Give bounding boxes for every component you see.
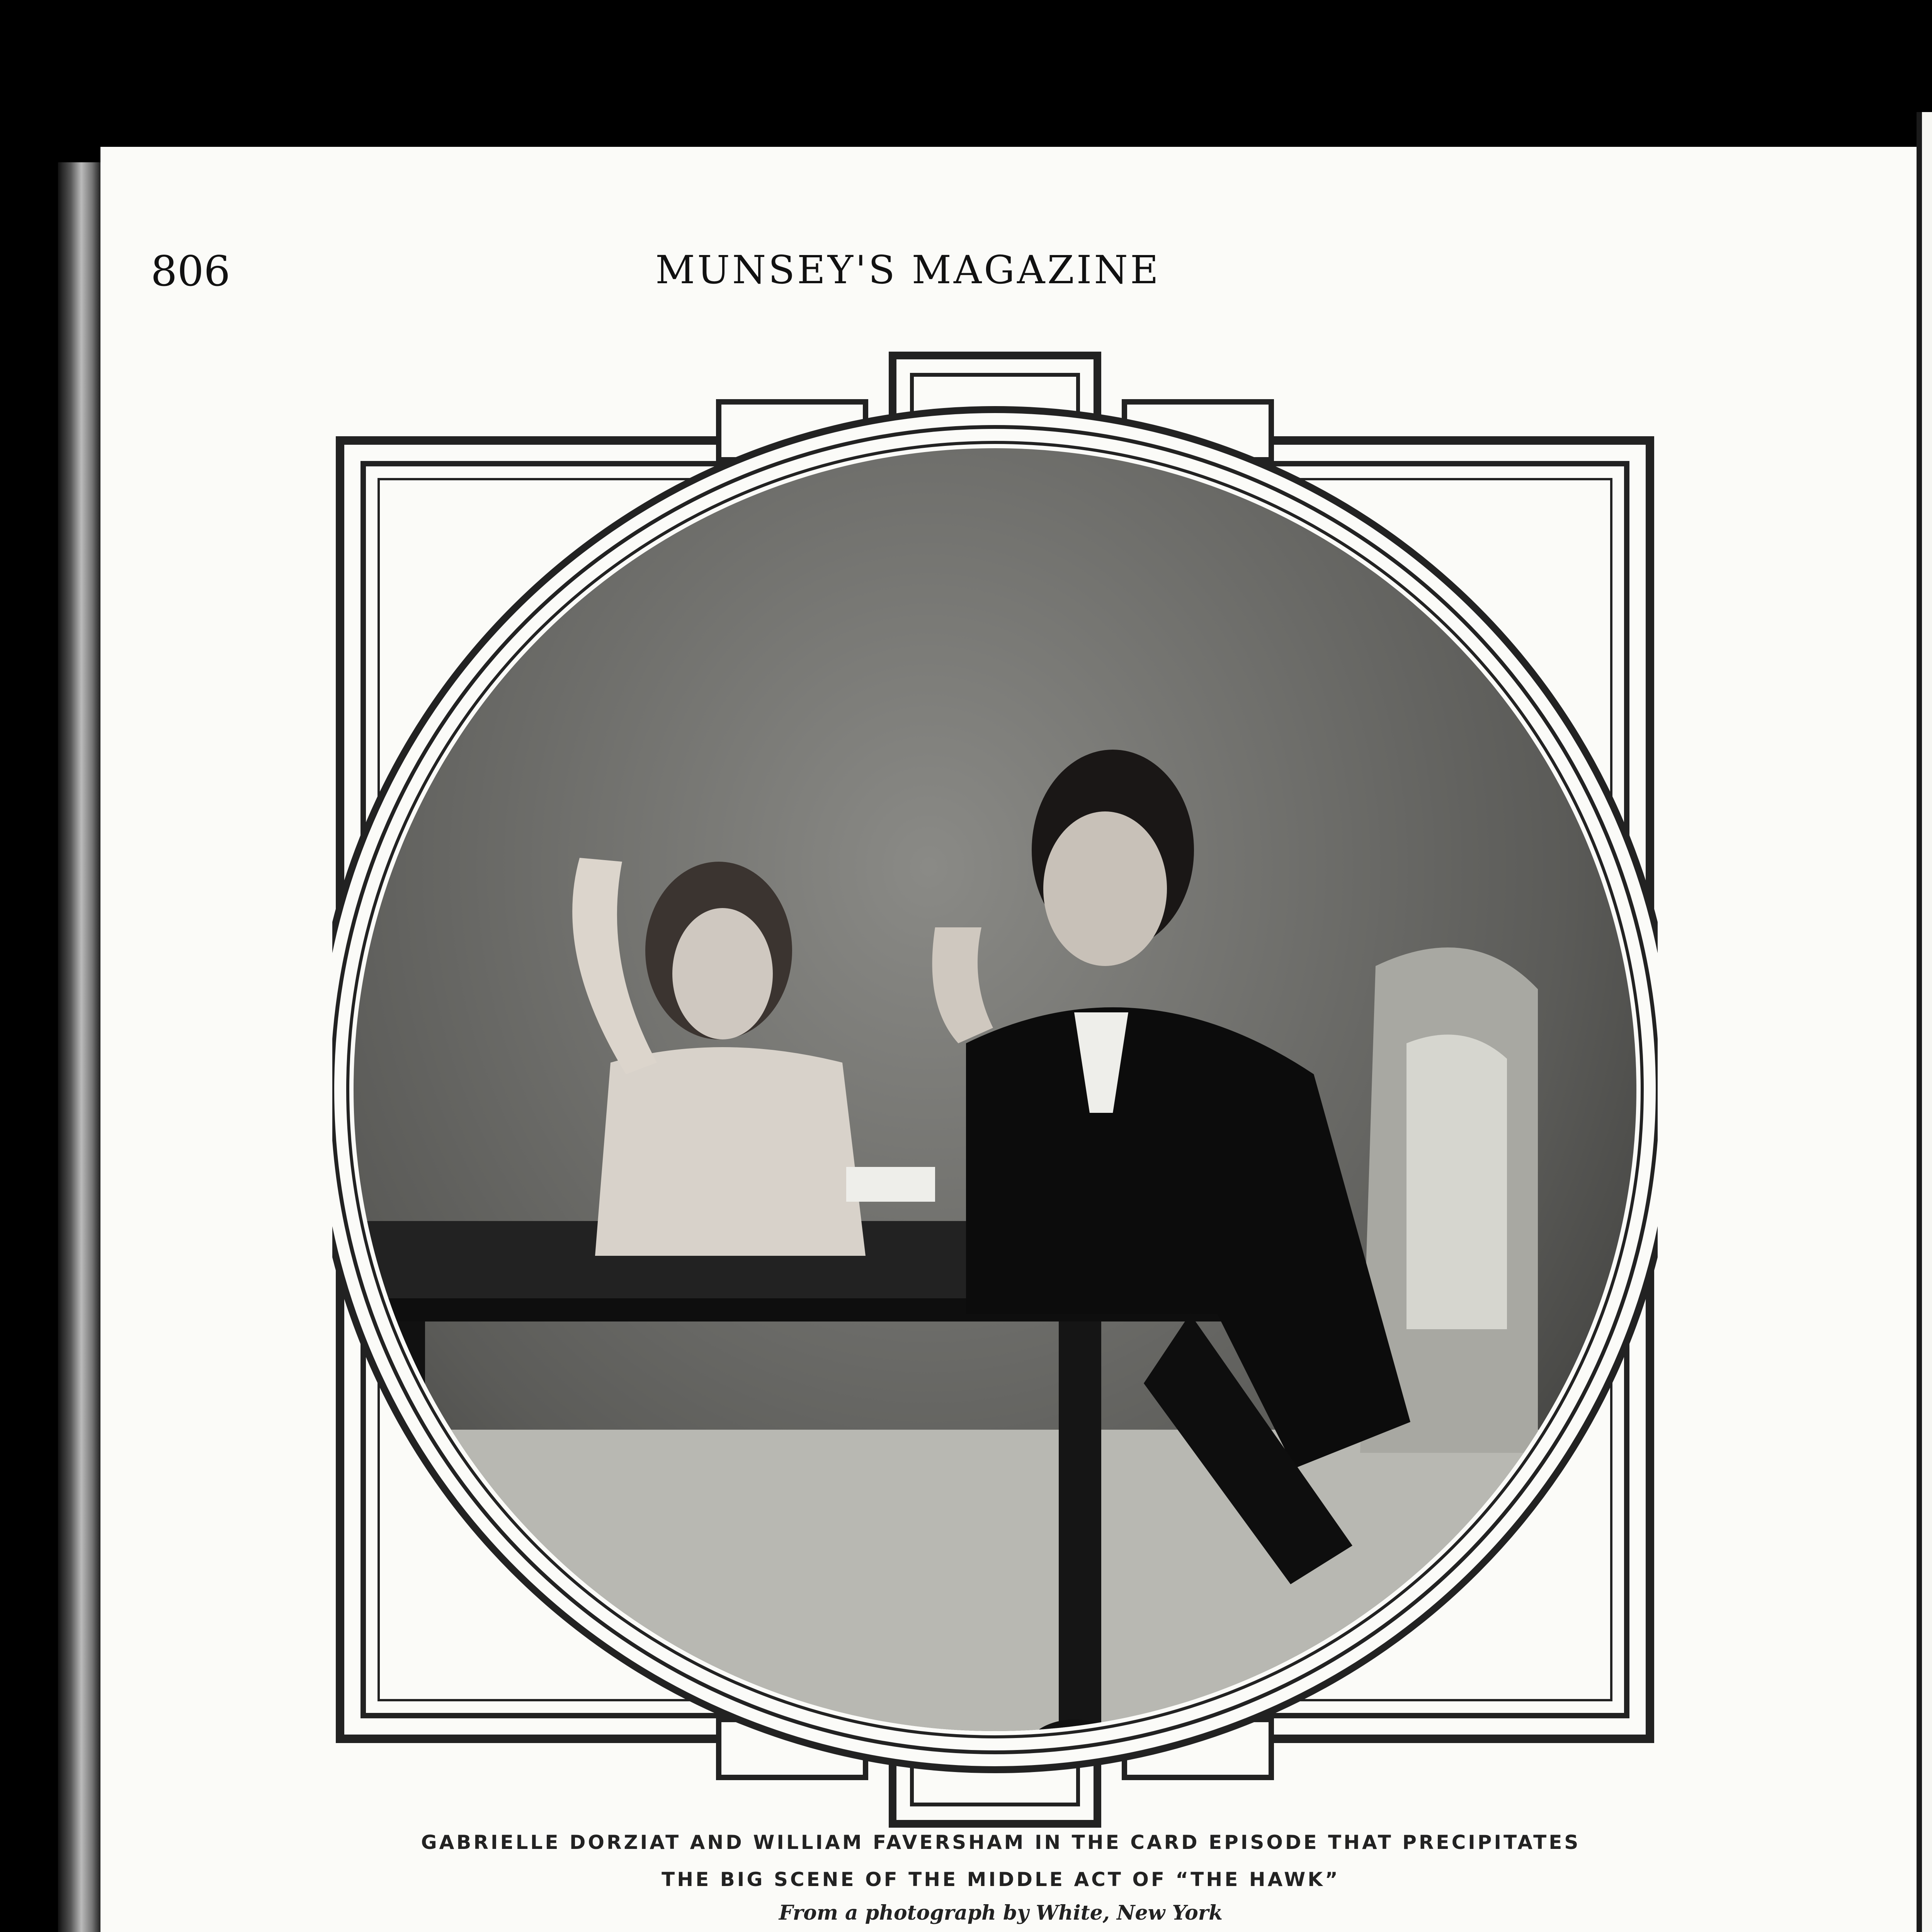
- photo-credit: From a photograph by White, New York: [779, 1901, 1223, 1925]
- photo-illustration: [332, 348, 1658, 1832]
- figure-caption: [193, 1824, 1808, 1898]
- caption-line: GABRIELLE DORZIAT AND WILLIAM FAVERSHAM IN THE CARD EPISODE THAT PRECIPITATES: [421, 1831, 1581, 1854]
- running-title: MUNSEY'S MAGAZINE: [655, 247, 1161, 293]
- photograph: [332, 348, 1658, 1832]
- scanner-background: [0, 0, 1932, 128]
- page-number: 806: [151, 247, 231, 296]
- caption-line: THE BIG SCENE OF THE MIDDLE ACT OF “THE HAWK”: [662, 1868, 1340, 1891]
- adjacent-page-edge: [1917, 112, 1932, 1932]
- book-binding: [58, 162, 100, 1932]
